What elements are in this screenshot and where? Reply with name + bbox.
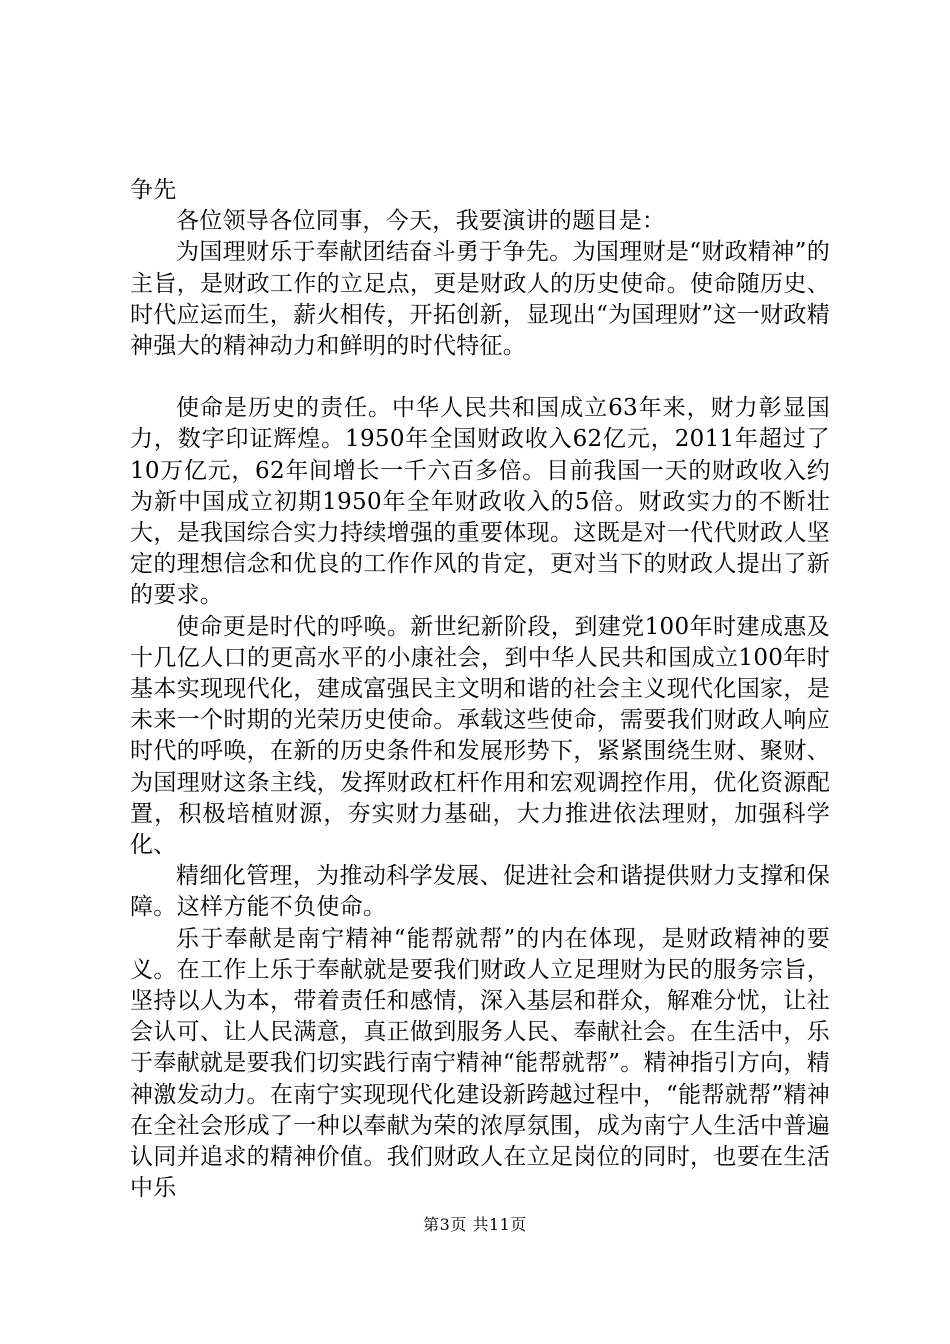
page-number-footer: 第3页 共11页 [423, 1215, 527, 1234]
paragraph-theme: 为国理财乐于奉献团结奋斗勇于争先。为国理财是“财政精神”的主旨，是财政工作的立足点，更是财政人的历史使命。使命随历史、时代应运而生，薪火相传，开拓创新，显现出“为国理财”这一财政精神强大的精神动力和鲜明的时代特征。 [130, 239, 830, 360]
paragraph-greeting: 各位领导各位同事，今天，我要演讲的题目是： [176, 208, 666, 235]
paragraph-heading-fragment: 争先 [130, 177, 177, 203]
paragraph-refined-management: 精细化管理，为推动科学发展、促进社会和谐提供财力支撑和保障。这样方能不负使命。 [130, 863, 830, 921]
paragraph-era-call: 使命更是时代的呼唤。新世纪新阶段，到建党100年时建成惠及十几亿人口的更高水平的小康社会，到中华人民共和国成立100年时基本实现现代化，建成富强民主文明和谐的社会主义现代化国家，是未来一个时期的光荣历史使命。承载这些使命，需要我们财政人响应时代的呼唤，在新的历史条件和发展形势下，紧紧围绕生财、聚财、为国理财这条主线，发挥财政杠杆作用和宏观调控作用，优化资源配置，积极培植财源，夯实财力基础，大力推进依法理财，加强科学化、 [130, 613, 830, 859]
paragraph-history-mission: 使命是历史的责任。中华人民共和国成立63年来，财力彰显国力，数字印证辉煌。1950年全国财政收入62亿元，2011年超过了10万亿元，62年间增长一千六百多倍。目前我国一天的财政收入约为新中国成立初期1950年全年财政收入的5倍。财政实力的不断壮大，是我国综合实力持续增强的重要体现。这既是对一代代财政人坚定的理想信念和优良的工作作风的肯定，更对当下的财政人提出了新的要求。 [130, 395, 830, 609]
paragraph-dedication: 乐于奉献是南宁精神“能帮就帮”的内在体现，是财政精神的要义。在工作上乐于奉献就是要我们财政人立足理财为民的服务宗旨，坚持以人为本，带着责任和感情，深入基层和群众，解难分忧，让社会认可、让人民满意，真正做到服务人民、奉献社会。在生活中，乐于奉献就是要我们切实践行南宁精神“能帮就帮”。精神指引方向，精神激发动力。在南宁实现现代化建设新跨越过程中，“能帮就帮”精神在全社会形成了一种以奉献为荣的浓厚氛围，成为南宁人生活中普遍认同并追求的精神价值。我们财政人在立足岗位的同时，也要在生活中乐 [130, 925, 830, 1202]
document-body [130, 175, 830, 1205]
